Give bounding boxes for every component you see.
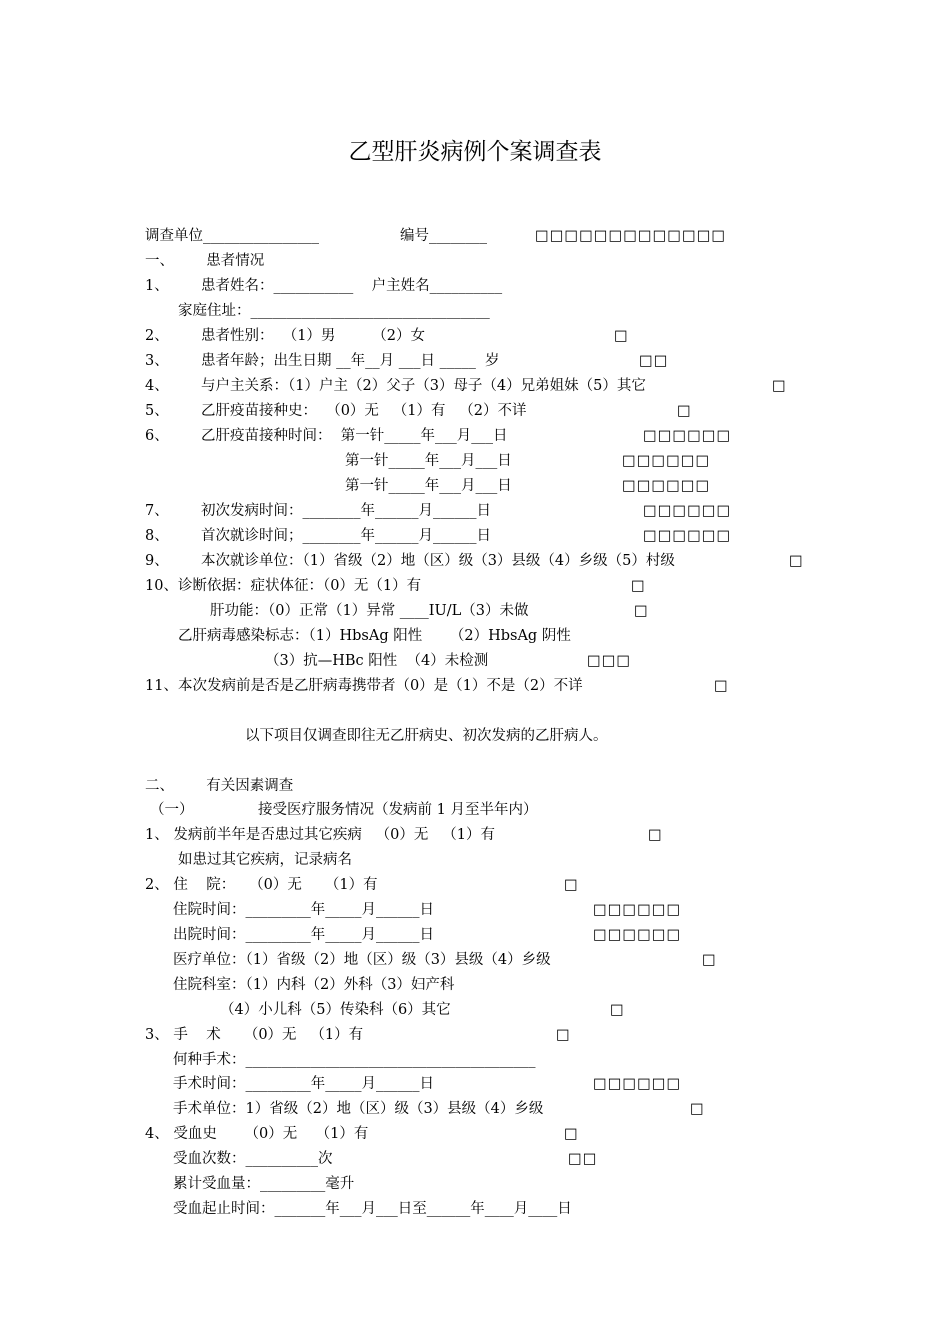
code-boxes[interactable]: □ [634,603,649,619]
code-boxes[interactable]: □ [564,1126,579,1142]
form-line: 5、 乙肝疫苗接种史： （0）无 （1）有 （2）不详 [145,403,527,419]
code-boxes[interactable]: □□□□□□ [593,902,682,918]
code-boxes[interactable]: □ [610,1002,625,1018]
code-boxes[interactable]: □□□□□□ [643,428,732,444]
form-line: 2、 患者性别： （1）男 （2）女 [145,328,426,344]
form-line: 受血次数：__________次 [173,1151,333,1167]
code-boxes[interactable]: □□□□□□ [622,478,711,494]
form-line: 6、 乙肝疫苗接种时间： 第一针_____年___月___日 [145,428,508,444]
code-boxes[interactable]: □ [631,578,646,594]
form-line: 1、 发病前半年是否患过其它疾病 （0）无 （1）有 [145,827,495,843]
code-boxes[interactable]: □ [690,1101,705,1117]
code-boxes[interactable]: □ [614,328,629,344]
form-line: 1、 患者姓名：___________ 户主姓名__________ [145,278,503,294]
code-boxes[interactable]: □□□□□□ [622,453,711,469]
form-line: 家庭住址：_________________________________ [178,303,490,319]
code-boxes[interactable]: □□□□□□ [593,1076,682,1092]
code-boxes[interactable]: □ [564,877,579,893]
form-line: 11、本次发病前是否是乙肝病毒携带者（0）是（1）不是（2）不详 [145,678,583,694]
form-line: 肝功能：（0）正常（1）异常 ____IU/L（3）未做 [210,603,529,619]
form-line: 受血起止时间：_______年___月___日至______年____月____日 [173,1201,572,1217]
form-line: 医疗单位：（1）省级（2）地（区）级（3）县级（4）乡级 [173,952,551,968]
code-boxes[interactable]: □□□□□□ [593,927,682,943]
form-line: 一、 患者情况 [145,253,265,269]
form-line: 第一针_____年___月___日 [345,478,512,494]
code-boxes[interactable]: □ [714,678,729,694]
form-line: 3、 手 术 （0）无 （1）有 [145,1027,364,1043]
form-line: 以下项目仅调查即往无乙肝病史、初次发病的乙肝病人。 [245,728,608,744]
code-boxes[interactable]: □ [702,952,717,968]
form-line: 出院时间：_________年_____月______日 [173,927,434,943]
form-line: 何种手术：________________________________________ [173,1052,536,1068]
code-boxes[interactable]: □□□□□□□□□□□□□ [535,228,727,244]
form-line: 住院时间：_________年_____月______日 [173,902,434,918]
code-boxes[interactable]: □□□□□□ [643,503,732,519]
form-line: 调查单位________________ [145,228,319,244]
form-line: 9、 本次就诊单位：（1）省级（2）地（区）级（3）县级（4）乡级（5）村级 [145,553,675,569]
form-line: 手术单位：1）省级（2）地（区）级（3）县级（4）乡级 [173,1101,544,1117]
code-boxes[interactable]: □□ [639,353,669,369]
code-boxes[interactable]: □□□ [587,653,632,669]
form-line: 4、 与户主关系：（1）户主（2）父子（3）母子（4）兄弟姐妹（5）其它 [145,378,646,394]
code-boxes[interactable]: □ [677,403,692,419]
form-line: 住院科室：（1）内科（2）外科（3）妇产科 [173,977,455,993]
form-line: （3）抗—HBc 阳性 （4）未检测 [265,653,489,669]
code-boxes[interactable]: □ [772,378,787,394]
page-title: 乙型肝炎病例个案调查表 [348,139,602,165]
form-line: 二、 有关因素调查 [145,778,294,794]
form-line: 7、 初次发病时间：________年______月______日 [145,503,491,519]
code-boxes[interactable]: □ [556,1027,571,1043]
form-line: 如患过其它疾病，记录病名 [178,852,352,868]
form-line: 手术时间：_________年_____月______日 [173,1076,434,1092]
form-line: 8、 首次就诊时间；________年______月______日 [145,528,491,544]
form-line: 编号________ [400,228,487,244]
form-line: 第一针_____年___月___日 [345,453,512,469]
form-line: 累计受血量：_________毫升 [173,1176,355,1192]
code-boxes[interactable]: □□□□□□ [643,528,732,544]
form-line: （4）小儿科（5）传染科（6）其它 [220,1002,451,1018]
form-line: （一） 接受医疗服务情况（发病前 1 月至半年内） [150,802,538,818]
form-line: 2、 住 院： （0）无 （1）有 [145,877,378,893]
form-line: 4、 受血史 （0）无 （1）有 [145,1126,369,1142]
form-line: 10、诊断依据：症状体征：（0）无（1）有 [145,578,422,594]
code-boxes[interactable]: □ [648,827,663,843]
form-line: 3、 患者年龄；出生日期 __年__月 ___日 _____ 岁 [145,353,500,369]
code-boxes[interactable]: □ [789,553,804,569]
code-boxes[interactable]: □□ [568,1151,598,1167]
form-line: 乙肝病毒感染标志：（1）HbsAg 阳性 （2）HbsAg 阴性 [178,628,571,644]
